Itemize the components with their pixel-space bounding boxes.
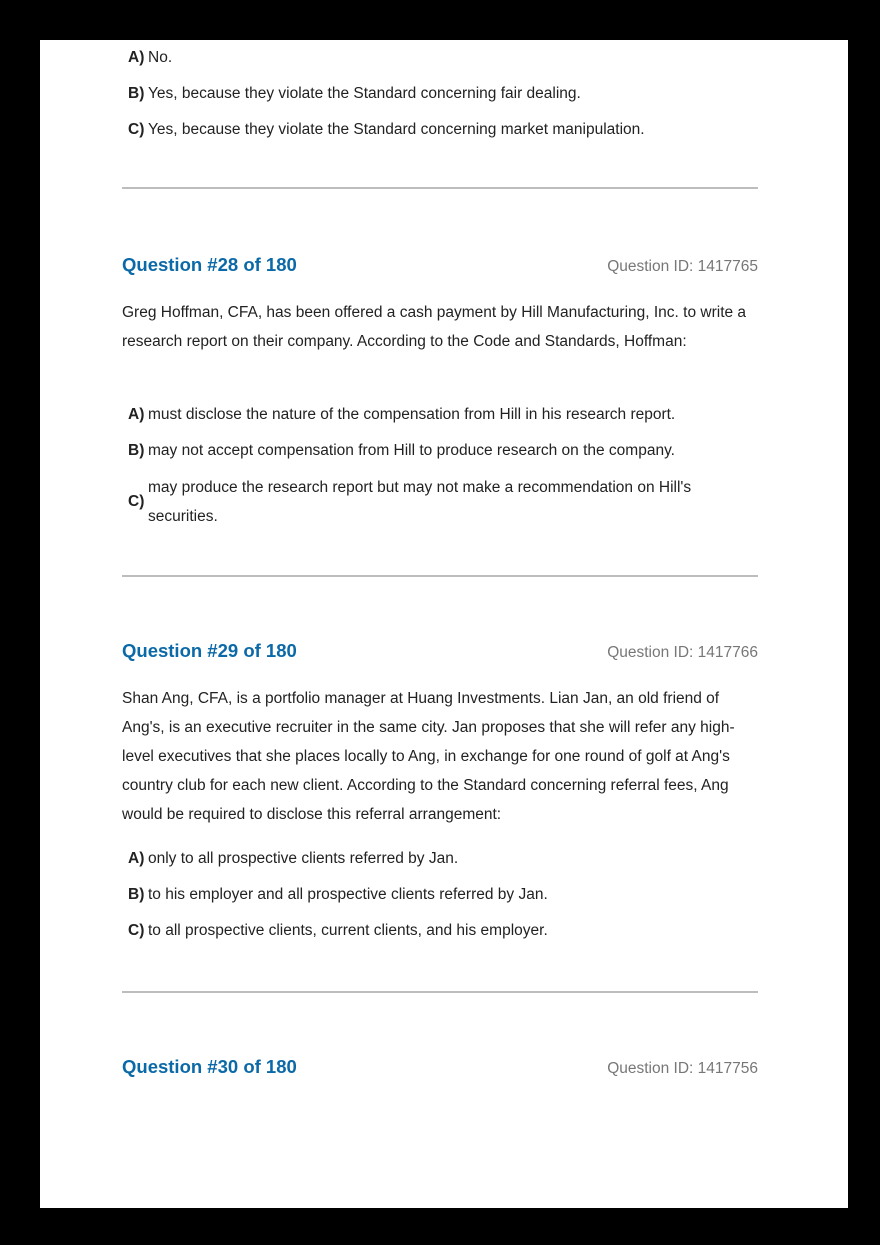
question-28-answers [122,397,758,535]
answer-option-b [122,877,758,913]
answer-text: only to all prospective clients referred by Jan. [148,850,459,867]
answer-text: No. [148,49,173,66]
question-divider [122,991,758,993]
answer-text: to his employer and all prospective clients referred by Jan. [148,886,548,903]
question-divider [122,187,758,189]
answer-option-a [122,397,758,433]
answer-text: Yes, because they violate the Standard concerning market manipulation. [148,121,645,138]
question-29-header [122,640,758,670]
question-title: Question #30 of 180 [122,1056,297,1077]
answer-text: to all prospective clients, current clients, and his employer. [148,922,548,939]
question-30-header [122,1056,758,1086]
answer-text: Yes, because they violate the Standard concerning fair dealing. [148,85,581,102]
answer-letter: B) [128,886,145,903]
question-divider [122,575,758,577]
question-stem: Shan Ang, CFA, is a portfolio manager at Huang Investments. Lian Jan, an old friend of Ang's, is an executive recruiter in the same city. Jan proposes that she will refer any high-level executives that she places locally to Ang, in exchange for one round of golf at Ang's country club for each new client. According to the Standard concerning referral fees, Ang would be required to disclose this referral arrangement: [122,690,735,823]
answer-letter: B) [128,442,145,459]
answer-option-a [122,40,758,76]
answer-letter: A) [128,49,145,66]
answer-text: may not accept compensation from Hill to produce research on the company. [148,442,675,459]
question-stem: Greg Hoffman, CFA, has been offered a cash payment by Hill Manufacturing, Inc. to write a research report on their company. According to the Code and Standards, Hoffman: [122,304,747,350]
question-id: Question ID: 1417766 [607,644,758,661]
question-title: Question #28 of 180 [122,254,297,275]
answer-option-c [122,112,758,148]
answer-option-b [122,433,758,469]
answer-letter: A) [128,406,145,423]
answer-letter: C) [128,121,145,138]
question-27-answers [122,40,758,148]
answer-option-a [122,841,758,877]
answer-option-c [122,913,758,949]
answer-letter: B) [128,85,145,102]
answer-letter: C) [128,493,145,510]
answer-text: must disclose the nature of the compensation from Hill in his research report. [148,406,676,423]
answer-text: may produce the research report but may not make a recommendation on Hill's securities. [148,479,692,525]
answer-letter: C) [128,922,145,939]
document-page [40,40,848,1208]
answer-option-c [122,469,758,535]
question-id: Question ID: 1417756 [607,1060,758,1077]
question-29-answers [122,841,758,949]
question-title: Question #29 of 180 [122,640,297,661]
answer-letter: A) [128,850,145,867]
answer-option-b [122,76,758,112]
question-id: Question ID: 1417765 [607,258,758,275]
question-28-header [122,254,758,284]
